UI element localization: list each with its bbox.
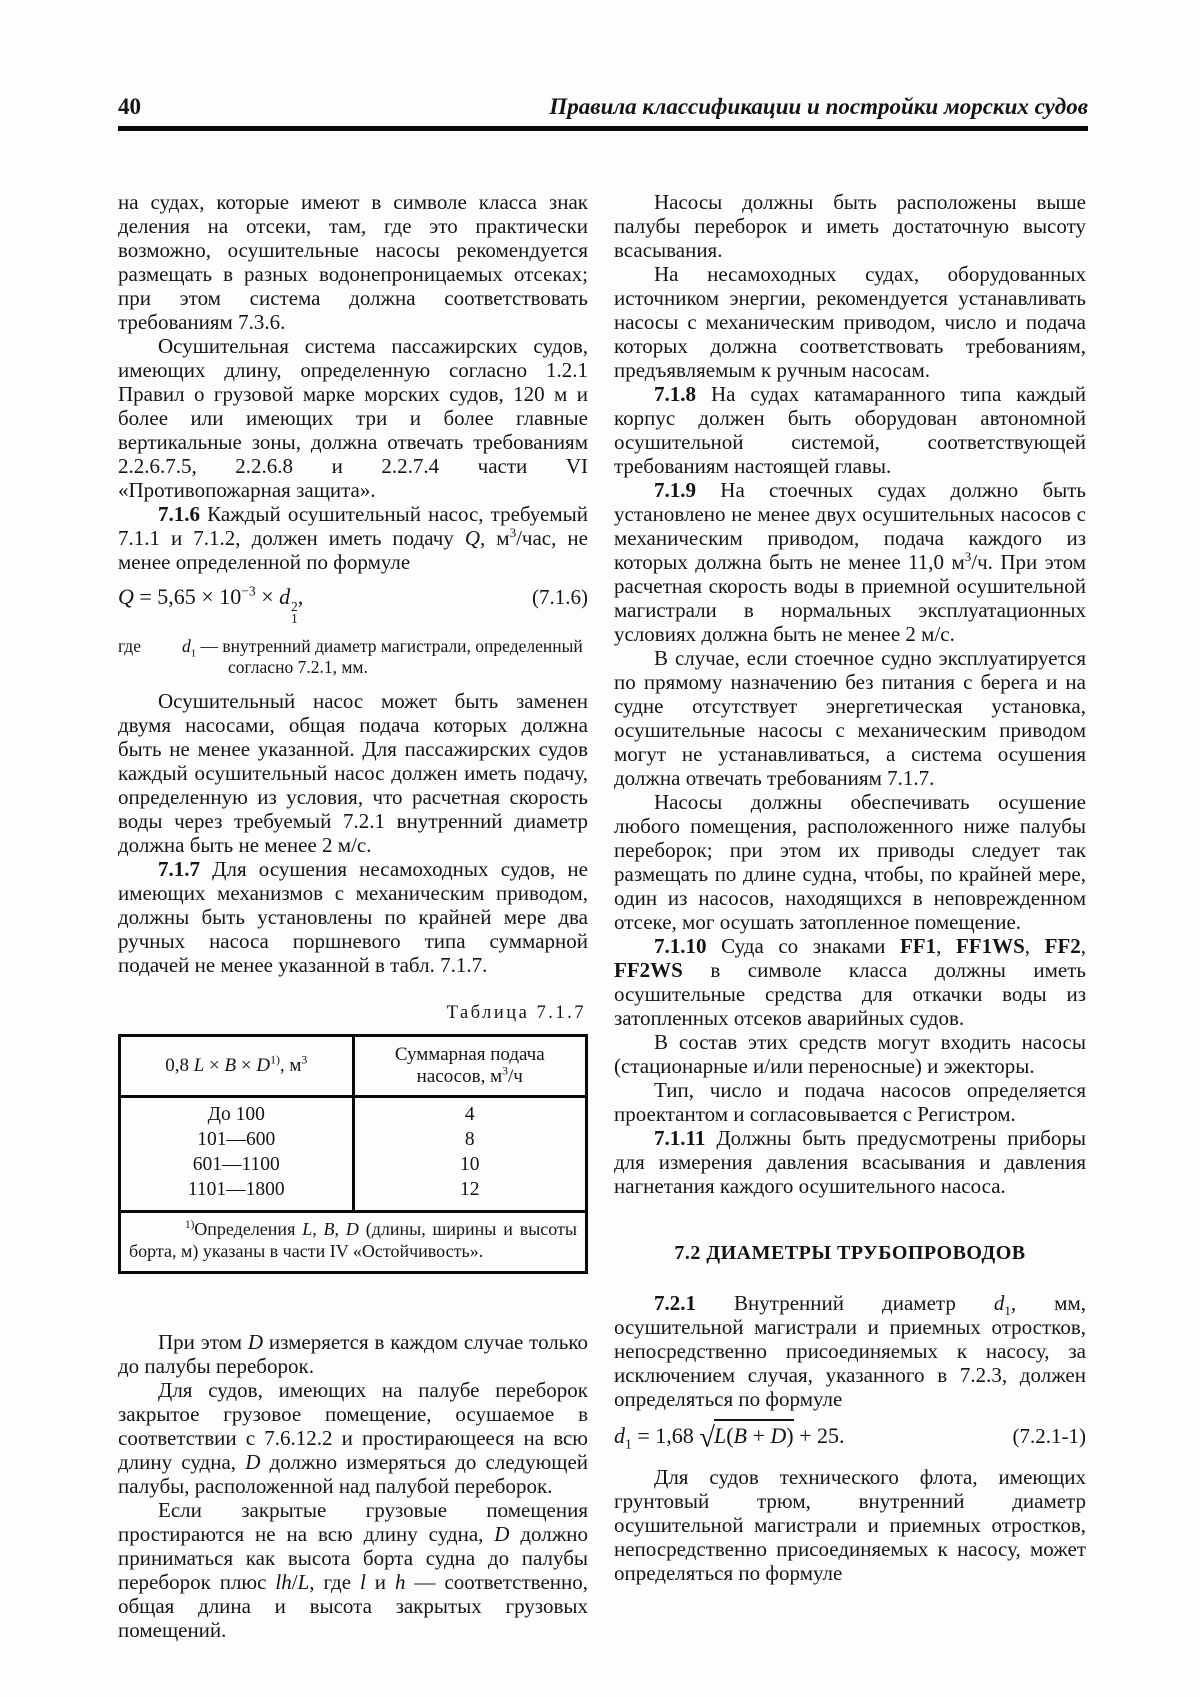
paragraph: 7.2.1 Внутренний диаметр $d_1$, мм, осушительной магистрали и приемных отростков, непосредственно присоединяемых к насосу, за исключением случая, указанного в 7.2.3, должен определяться по формуле xyxy=(614,1291,1087,1411)
formula-number: (7.2.1-1) xyxy=(1012,1424,1086,1448)
table-row-supply: 12 xyxy=(460,1178,480,1200)
paragraph: Тип, число и подача насосов определяется проектантом и согласовывается с Регистром. xyxy=(614,1078,1086,1126)
paragraph: Для судов, имеющих на палубе переборок закрытое грузовое помещение, осушаемое в соответствии с 7.6.12.2 и простирающееся на всю длину судна, D должно измеряться до следующей палубы, расположенной над палубой переборок. xyxy=(118,1377,589,1498)
table-row-range: 101—600 xyxy=(197,1128,276,1150)
paragraph: Насосы должны быть расположены выше палубы переборок и иметь достаточную высоту всасывания. xyxy=(614,190,1086,262)
column-header-volume: 0,8 $L \times B \times D^{1)}$, $м^3$ xyxy=(120,1035,354,1096)
formula-note xyxy=(118,636,588,679)
volume-range-cell xyxy=(120,1096,354,1211)
table-title: Таблица 7.1.7 xyxy=(446,1002,586,1023)
section-heading: 7.2 ДИАМЕТРЫ ТРУБОПРОВОДОВ xyxy=(674,1242,1026,1264)
paragraph: на судах, которые имеют в символе класса знак деления на отсеки, там, где это практически возможно, осушительные насосы рекомендуется размещать в разных водонепроницаемых отсеках; при этом система должна соответствовать требованиям 7.3.6. xyxy=(118,190,588,334)
page-number: 40 xyxy=(118,94,141,119)
paragraph: В состав этих средств могут входить насосы (стационарные и/или переносные) и эжекторы. xyxy=(614,1030,1086,1078)
pump-supply-table xyxy=(118,1034,588,1274)
paragraph: Насосы должны обеспечивать осушение любого помещения, расположенного ниже палубы переборок; при этом их приводы следует так размещать по длине судна, чтобы, по крайней мере, один из насосов, находящихся в неповрежденном отсеке, мог осушать затопленное помещение. xyxy=(614,790,1086,934)
table-footnote: $^{1)}$Определения L, B, D (длины, ширины и высоты борта, м) указаны в части IV «Остойчивость». xyxy=(120,1211,587,1272)
paragraph: При этом D измеряется в каждом случае только до палубы переборок. xyxy=(118,1329,589,1378)
paragraph: В случае, если стоечное судно эксплуатируется по прямому назначению без питания с берега и на судне отсутствует энергетическая установка, осушительные насосы с механическим приводом могут не устанавливаться, а система осушения должна отвечать требованиям 7.1.7. xyxy=(614,646,1086,790)
table-row-supply: 8 xyxy=(464,1128,475,1150)
table-row-supply: 4 xyxy=(464,1103,475,1125)
note-body: $d_1$ — внутренний диаметр магистрали, определенный согласно 7.2.1, мм. xyxy=(182,635,583,678)
paragraph: 7.1.7 Для осушения несамоходных судов, не имеющих механизмов с механическим приводом, должны быть установлены по крайней мере два ручных насоса поршневого типа суммарной подачей не менее указанной в табл. 7.1.7. xyxy=(118,856,588,977)
supply-value-cell xyxy=(353,1096,587,1211)
paragraph: Осушительный насос может быть заменен двумя насосами, общая подача которых должна быть не менее указанной. Для пассажирских судов каждый осушительный насос должен иметь подачу, определенную из условия, что расчетная скорость воды через требуемый 7.2.1 внутренний диаметр должна быть не менее 2 м/с. xyxy=(118,688,588,857)
paragraph: 7.1.6 Каждый осушительный насос, требуемый 7.1.1 и 7.1.2, должен иметь подачу Q, $м^3$/час, не менее определенной по формуле xyxy=(118,502,588,574)
formula xyxy=(118,582,588,626)
formula-number: (7.1.6) xyxy=(532,585,588,609)
paragraph: На несамоходных судах, оборудованных источником энергии, рекомендуется устанавливать насосы с механическим приводом, число и подача которых должна соответствовать требованиям, предъявляемым к ручным насосам. xyxy=(614,262,1086,382)
paragraph: 7.1.11 Должны быть предусмотрены приборы для измерения давления всасывания и давления нагнетания каждого осушительного насоса. xyxy=(614,1126,1086,1198)
table-row-range: 601—1100 xyxy=(192,1153,280,1175)
left-column xyxy=(118,190,588,1642)
table-row-range: До 100 xyxy=(207,1103,265,1125)
note-label: где xyxy=(118,635,141,656)
paragraph: 7.1.8 На судах катамаранного типа каждый корпус должен быть оборудован автономной осушительной системой, соответствующей требованиям настоящей главы. xyxy=(614,382,1086,478)
formula-expression: $Q = 5,65 \times 10^{-3} \times d$ 2 1 , xyxy=(118,583,304,627)
paragraph: Осушительная система пассажирских судов, имеющих длину, определенную согласно 1.2.1 Правил о грузовой марке морских судов, 120 м и более или имеющих три и более главные вертикальные зоны, должна отвечать требованиям 2.2.6.7.5, 2.2.6.8 и 2.2.7.4 части VI «Противопожарная защита». xyxy=(118,334,588,502)
paragraph: 7.1.9 На стоечных судах должно быть установлено не менее двух осушительных насосов с механическим приводом, подача каждого из которых должна быть не менее 11,0 $м^3/ч$. При этом расчетная скорость воды в приемной осушительной магистрали в нормальных эксплуатационных условиях должна быть не менее 2 м/с. xyxy=(614,478,1086,646)
paragraph: 7.1.10 Суда со знаками FF1, FF1WS, FF2, FF2WS в символе класса должны иметь осушительные средства для откачки воды из затопленных отсеков аварийных судов. xyxy=(614,934,1087,1030)
table-row-range: 1101—1800 xyxy=(187,1178,285,1200)
table-row-supply: 10 xyxy=(460,1153,480,1175)
formula xyxy=(614,1421,1086,1453)
paragraph: Для судов технического флота, имеющих грунтовый трюм, внутренний диаметр осушительной магистрали и приемных отростков, непосредственно присоединяемых к насосу, может определяться по формуле xyxy=(614,1465,1086,1586)
column-header-supply: Суммарная подача насосов, $м^3/ч$ xyxy=(353,1035,587,1096)
right-column xyxy=(614,190,1086,1585)
header-rule xyxy=(118,126,1088,131)
paragraph: Если закрытые грузовые помещения простираются не на всю длину судна, D должно приниматься как высота борта судна до палубы переборок плюс lh/L, где l и h — соответственно, общая длина и высота закрытых грузовых помещений. xyxy=(118,1497,589,1642)
formula-expression: $d_1 = 1,68$ √L(B + D) + 25. xyxy=(614,1421,845,1453)
running-title: Правила классификации и постройки морских судов xyxy=(549,94,1088,119)
